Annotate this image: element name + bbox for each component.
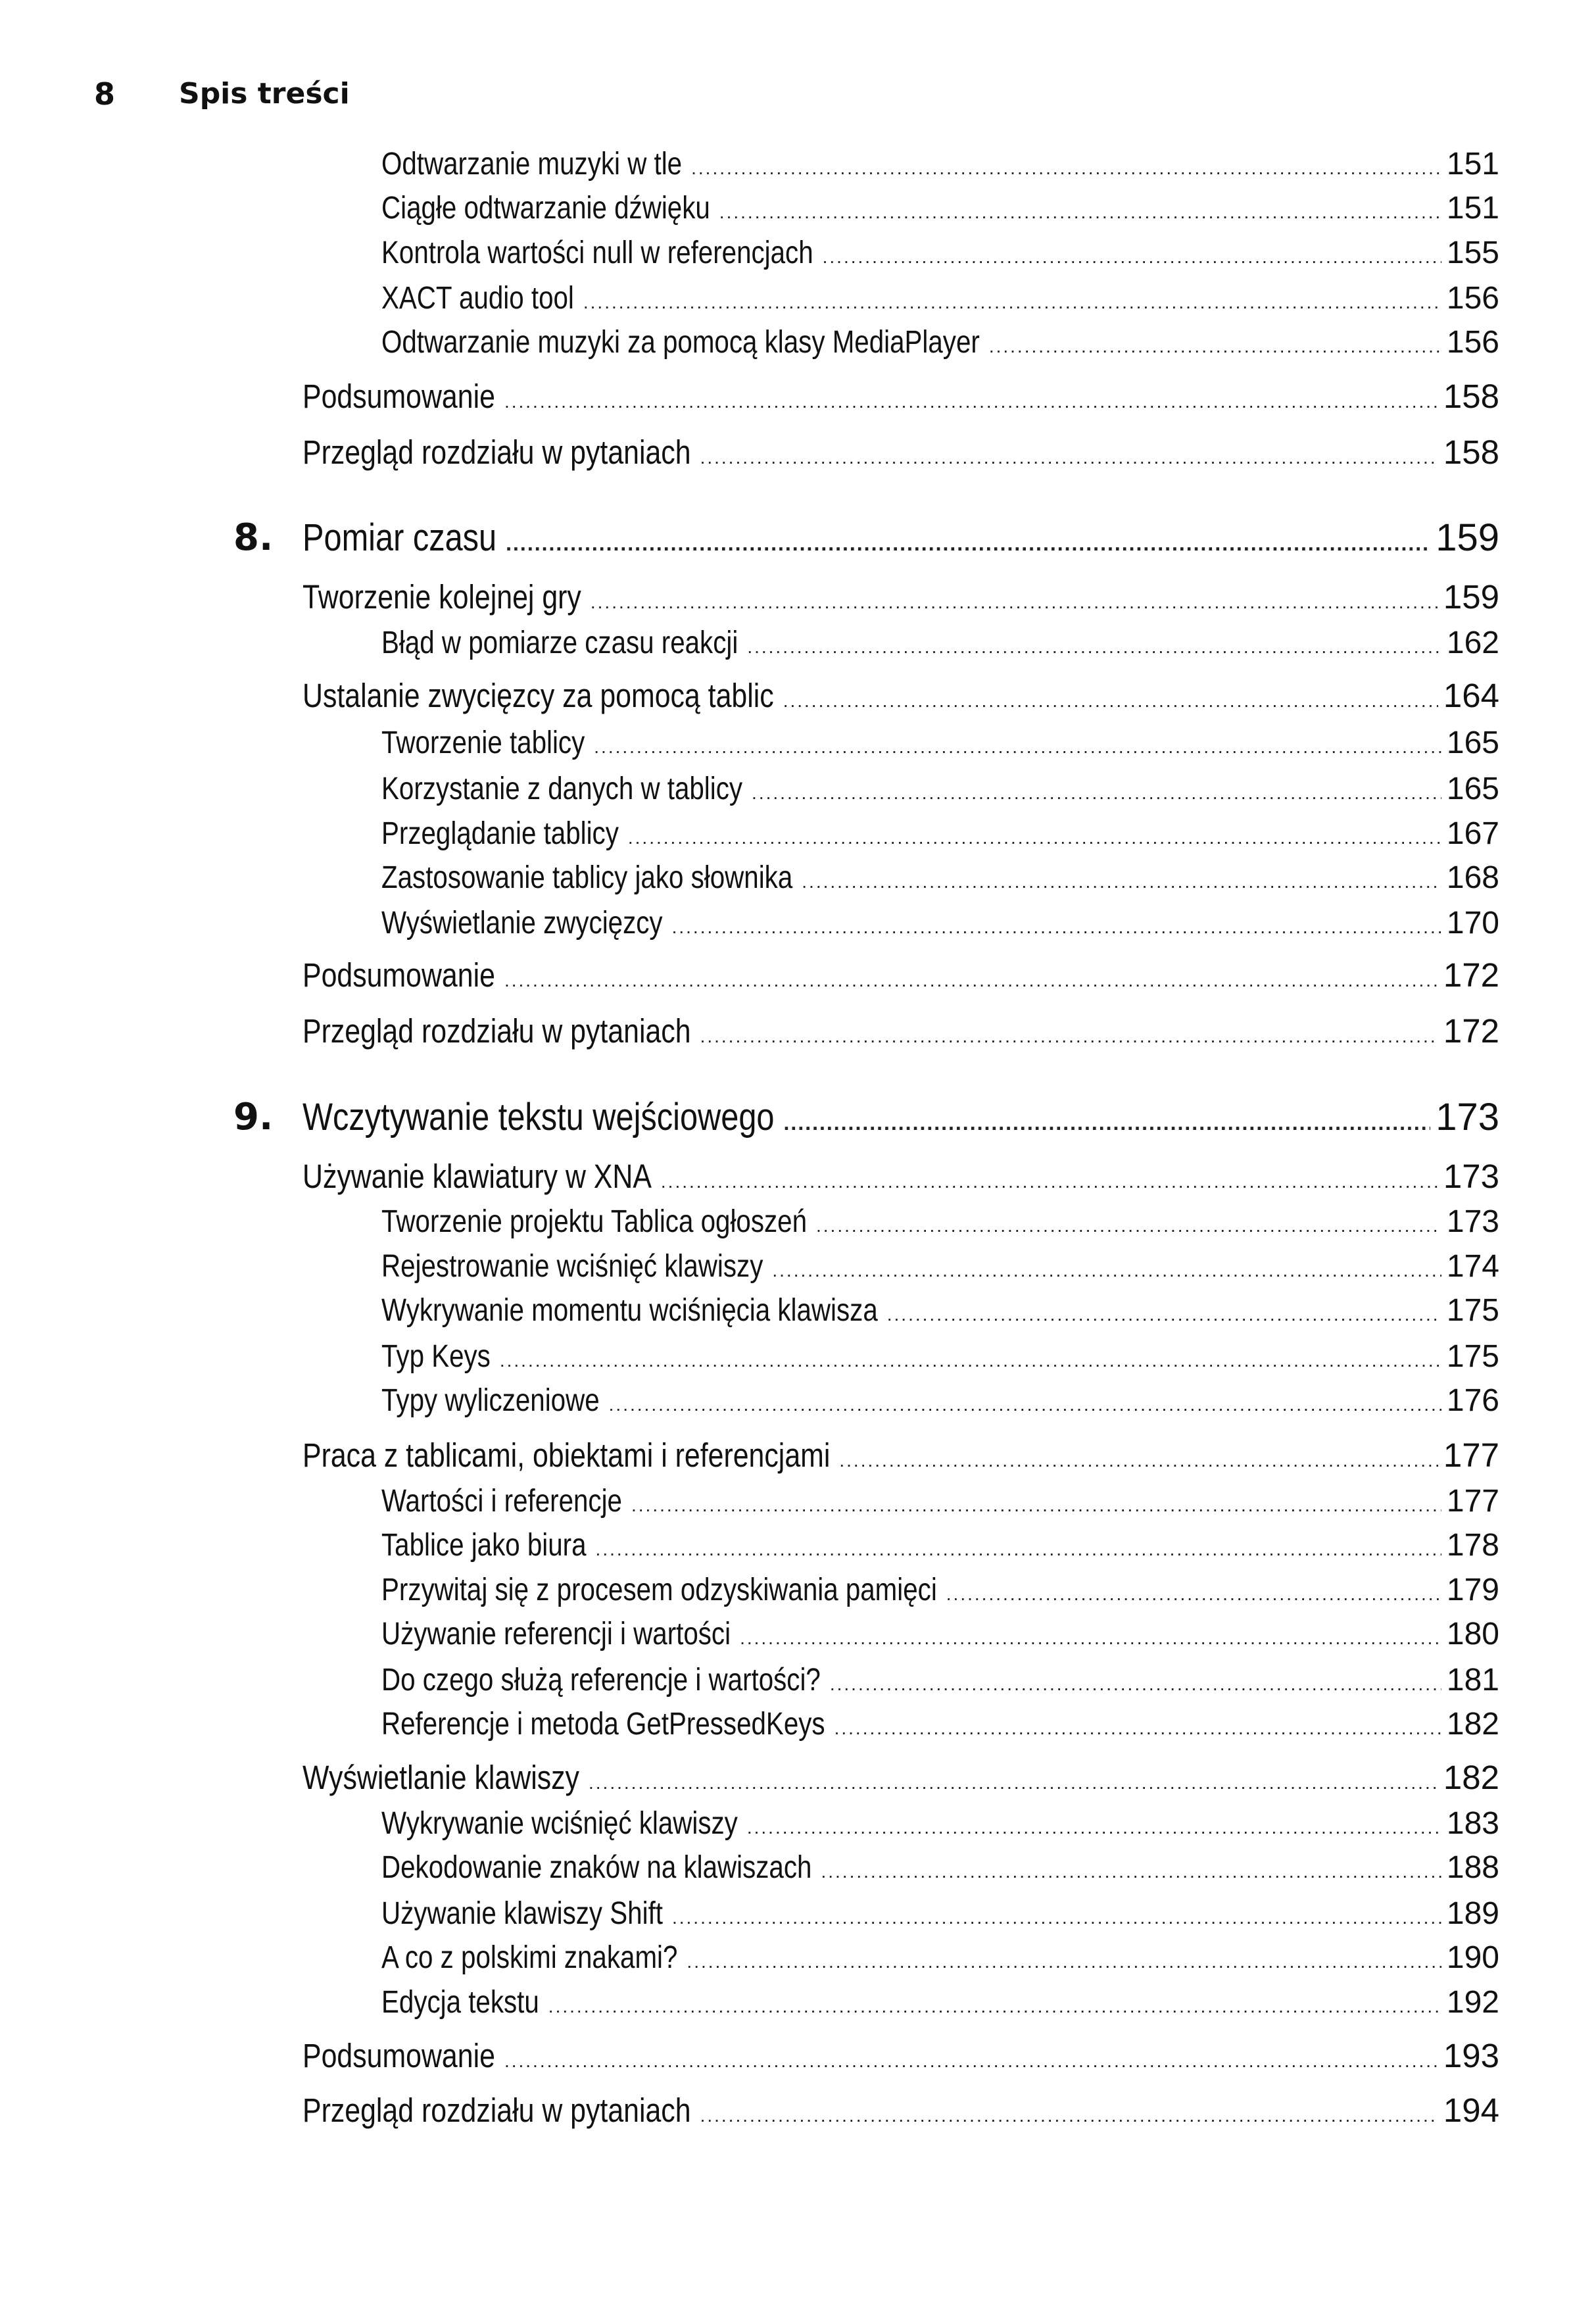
entry-page-number: 183	[1446, 1806, 1499, 1841]
dot-leader	[821, 1851, 1441, 1893]
dot-leader	[989, 326, 1441, 368]
toc-subsection-entry[interactable]	[381, 1803, 1499, 1845]
toc-subsection-entry[interactable]	[381, 768, 1499, 810]
toc-subsection-entry[interactable]	[381, 1380, 1499, 1422]
entry-title: Korzystanie z danych w tablicy	[381, 771, 743, 806]
entry-title: Edycja tekstu	[381, 1985, 539, 2020]
entry-page-number: 155	[1446, 235, 1499, 270]
dot-leader	[631, 1484, 1441, 1527]
entry-page-number: 175	[1446, 1339, 1499, 1374]
toc-section-entry[interactable]	[302, 953, 1499, 998]
toc-subsection-entry[interactable]	[381, 1480, 1499, 1523]
dot-leader	[946, 1573, 1441, 1615]
entry-title: Rejestrowanie wciśnięć klawiszy	[381, 1249, 763, 1284]
dot-leader	[839, 1438, 1438, 1483]
toc-subsection-entry[interactable]	[381, 1937, 1499, 1979]
entry-page-number: 189	[1446, 1896, 1499, 1931]
dot-leader	[784, 1096, 1431, 1149]
entry-title: Wyświetlanie zwycięzcy	[381, 906, 663, 941]
entry-title: Przeglądanie tablicy	[381, 816, 619, 851]
entry-title: Podsumowanie	[302, 2037, 495, 2074]
toc-subsection-entry[interactable]	[381, 902, 1499, 944]
dot-leader	[583, 281, 1441, 324]
toc-section-entry[interactable]	[302, 1154, 1499, 1199]
toc-section-entry[interactable]	[302, 430, 1499, 475]
entry-page-number: 176	[1446, 1383, 1499, 1418]
entry-title: Podsumowanie	[302, 378, 495, 415]
toc-section-entry[interactable]	[302, 1433, 1499, 1478]
dot-leader	[500, 1340, 1441, 1382]
dot-leader	[548, 1986, 1441, 2028]
entry-page-number: 165	[1446, 725, 1499, 760]
dot-leader	[672, 1897, 1441, 1939]
dot-leader	[700, 1014, 1438, 1059]
entry-page-number: 172	[1443, 1012, 1499, 1050]
entry-title: Tworzenie projektu Tablica ogłoszeń	[381, 1204, 807, 1239]
entry-title: Tworzenie kolejnej gry	[302, 578, 581, 616]
entry-page-number: 192	[1446, 1985, 1499, 2020]
entry-page-number: 159	[1443, 578, 1499, 616]
entry-page-number: 181	[1446, 1663, 1499, 1698]
dot-leader	[747, 1807, 1441, 1849]
toc-subsection-entry[interactable]	[381, 1893, 1499, 1935]
entry-page-number: 182	[1446, 1707, 1499, 1742]
dot-leader	[589, 1761, 1438, 1805]
dot-leader	[772, 1250, 1441, 1292]
entry-page-number: 180	[1446, 1617, 1499, 1651]
dot-leader	[700, 2093, 1438, 2138]
entry-title: Odtwarzanie muzyki w tle	[381, 147, 683, 182]
entry-title: Przywitaj się z procesem odzyskiwania pamięci	[381, 1573, 937, 1607]
entry-title: Błąd w pomiarze czasu reakcji	[381, 625, 738, 660]
dot-leader	[783, 679, 1438, 723]
dot-leader	[506, 517, 1430, 570]
entry-page-number: 190	[1446, 1940, 1499, 1975]
entry-title: Używanie klawiszy Shift	[381, 1896, 663, 1931]
dot-leader	[687, 1941, 1441, 1983]
entry-title: Tablice jako biura	[381, 1528, 587, 1563]
dot-leader	[594, 726, 1441, 768]
toc-subsection-entry[interactable]	[381, 1613, 1499, 1655]
toc-subsection-entry[interactable]	[381, 1982, 1499, 2024]
entry-page-number: 170	[1446, 906, 1499, 941]
entry-page-number: 168	[1446, 860, 1499, 895]
page-number: 8	[94, 76, 116, 112]
entry-page-number: 159	[1436, 516, 1499, 559]
dot-leader	[628, 817, 1441, 859]
entry-title: Wykrywanie momentu wciśnięcia klawisza	[381, 1293, 878, 1328]
entry-title: XACT audio tool	[381, 281, 574, 316]
dot-leader	[887, 1294, 1441, 1336]
dot-leader	[700, 435, 1438, 480]
toc-chapter-entry[interactable]	[233, 512, 1499, 564]
dot-leader	[752, 772, 1441, 814]
dot-leader	[591, 580, 1438, 625]
dot-leader	[816, 1205, 1441, 1247]
toc-subsection-entry[interactable]	[381, 143, 1499, 185]
toc-subsection-entry[interactable]	[381, 1659, 1499, 1701]
toc-chapter-entry[interactable]	[233, 1091, 1499, 1144]
entry-title: Wczytywanie tekstu wejściowego	[302, 1096, 775, 1138]
entry-page-number: 156	[1446, 281, 1499, 316]
dot-leader	[672, 906, 1441, 948]
toc-subsection-entry[interactable]	[381, 1201, 1499, 1243]
dot-leader	[504, 958, 1438, 1003]
entry-title: Wyświetlanie klawiszy	[302, 1759, 579, 1796]
dot-leader	[609, 1384, 1441, 1426]
toc-subsection-entry[interactable]	[381, 1336, 1499, 1378]
entry-page-number: 179	[1446, 1573, 1499, 1607]
dot-leader	[747, 626, 1441, 668]
entry-page-number: 194	[1443, 2091, 1499, 2129]
entry-title: Praca z tablicami, obiektami i referencjami	[302, 1436, 831, 1474]
entry-title: Podsumowanie	[302, 956, 495, 994]
entry-page-number: 165	[1446, 771, 1499, 806]
entry-title: Do czego służą referencje i wartości?	[381, 1663, 821, 1698]
toc-subsection-entry[interactable]	[381, 1569, 1499, 1611]
entry-page-number: 151	[1446, 191, 1499, 226]
entry-title: Referencje i metoda GetPressedKeys	[381, 1707, 825, 1742]
toc-section-entry[interactable]	[302, 1755, 1499, 1800]
toc-subsection-entry[interactable]	[381, 622, 1499, 664]
entry-page-number: 162	[1446, 625, 1499, 660]
entry-page-number: 158	[1443, 378, 1499, 415]
entry-page-number: 193	[1443, 2037, 1499, 2074]
running-head	[0, 71, 1596, 117]
toc-subsection-entry[interactable]	[381, 1525, 1499, 1567]
entry-page-number: 188	[1446, 1850, 1499, 1885]
toc-subsection-entry[interactable]	[381, 857, 1499, 899]
toc-subsection-entry[interactable]	[381, 1246, 1499, 1288]
toc-subsection-entry[interactable]	[381, 1290, 1499, 1332]
entry-title: Pomiar czasu	[302, 516, 497, 559]
toc-subsection-entry[interactable]	[381, 1703, 1499, 1746]
entry-page-number: 174	[1446, 1249, 1499, 1284]
dot-leader	[504, 2039, 1438, 2084]
dot-leader	[691, 147, 1441, 189]
entry-page-number: 156	[1446, 325, 1499, 360]
entry-page-number: 178	[1446, 1528, 1499, 1563]
toc-subsection-entry[interactable]	[381, 1847, 1499, 1889]
dot-leader	[834, 1707, 1441, 1749]
entry-page-number: 177	[1443, 1436, 1499, 1474]
entry-page-number: 173	[1436, 1096, 1499, 1138]
entry-title: Typy wyliczeniowe	[381, 1383, 600, 1418]
entry-title: Odtwarzanie muzyki za pomocą klasy MediaPlayer	[381, 325, 980, 360]
entry-title: Używanie klawiatury w XNA	[302, 1158, 652, 1195]
toc-subsection-entry[interactable]	[381, 278, 1499, 320]
dot-leader	[661, 1160, 1438, 1204]
entry-page-number: 172	[1443, 956, 1499, 994]
toc-subsection-entry[interactable]	[381, 813, 1499, 855]
toc-section-entry[interactable]	[302, 374, 1499, 419]
toc-subsection-entry[interactable]	[381, 322, 1499, 364]
entry-page-number: 177	[1446, 1484, 1499, 1519]
entry-title: Dekodowanie znaków na klawiszach	[381, 1850, 812, 1885]
dot-leader	[830, 1663, 1441, 1705]
entry-title: Ustalanie zwycięzcy za pomocą tablic	[302, 677, 774, 714]
entry-page-number: 173	[1446, 1204, 1499, 1239]
toc-subsection-entry[interactable]	[381, 187, 1499, 230]
dot-leader	[596, 1528, 1441, 1571]
entry-title: Przegląd rozdziału w pytaniach	[302, 2091, 691, 2129]
entry-page-number: 173	[1443, 1158, 1499, 1195]
entry-page-number: 182	[1443, 1759, 1499, 1796]
entry-title: Wykrywanie wciśnięć klawiszy	[381, 1806, 738, 1841]
running-head-title: Spis treści	[179, 77, 350, 110]
toc-section-entry[interactable]	[302, 1009, 1499, 1054]
entry-title: Używanie referencji i wartości	[381, 1617, 731, 1651]
entry-title: Przegląd rozdziału w pytaniach	[302, 1012, 691, 1050]
entry-page-number: 151	[1446, 147, 1499, 182]
entry-title: Typ Keys	[381, 1339, 491, 1374]
toc-subsection-entry[interactable]	[381, 232, 1499, 274]
entry-title: A co z polskimi znakami?	[381, 1940, 678, 1975]
entry-page-number: 167	[1446, 816, 1499, 851]
dot-leader	[823, 236, 1441, 278]
dot-leader	[719, 191, 1441, 233]
entry-page-number: 158	[1443, 433, 1499, 471]
toc-subsection-entry[interactable]	[381, 722, 1499, 764]
toc-section-entry[interactable]	[302, 673, 1499, 718]
entry-title: Zastosowanie tablicy jako słownika	[381, 860, 793, 895]
chapter-number: 9.	[233, 1096, 274, 1138]
entry-title: Tworzenie tablicy	[381, 725, 585, 760]
dot-leader	[504, 379, 1438, 424]
entry-title: Kontrola wartości null w referencjach	[381, 235, 813, 270]
entry-page-number: 175	[1446, 1293, 1499, 1328]
entry-title: Ciągłe odtwarzanie dźwięku	[381, 191, 710, 226]
toc-section-entry[interactable]	[302, 575, 1499, 620]
dot-leader	[740, 1617, 1441, 1659]
toc-section-entry[interactable]	[302, 2034, 1499, 2078]
chapter-number: 8.	[233, 516, 274, 559]
entry-page-number: 164	[1443, 677, 1499, 714]
entry-title: Wartości i referencje	[381, 1484, 622, 1519]
dot-leader	[802, 861, 1441, 903]
entry-title: Przegląd rozdziału w pytaniach	[302, 433, 691, 471]
toc-section-entry[interactable]	[302, 2088, 1499, 2133]
